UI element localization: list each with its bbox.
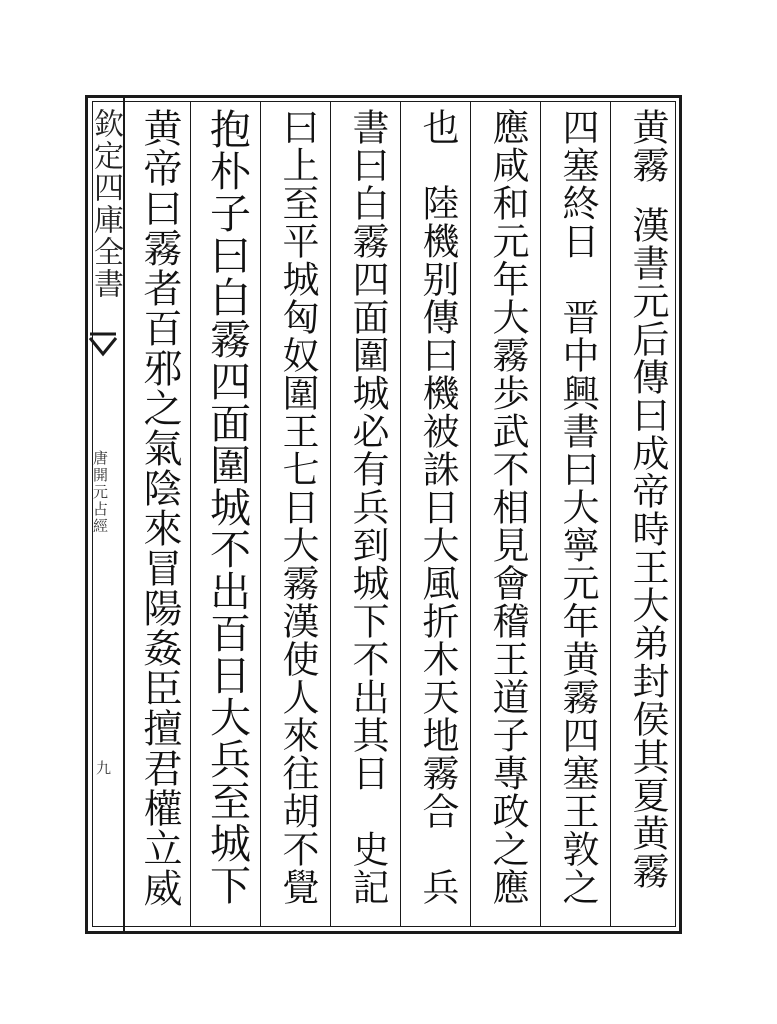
column-text: 書曰白霧四面圍城必有兵到城下不出其日 史記 [346,108,389,906]
text-column-1 [616,108,678,890]
column-rule [540,101,541,927]
fishtail-mark-icon [88,332,118,362]
section-heading: 黄霧 [626,108,669,184]
text-column-7 [196,108,258,906]
column-rule [400,101,401,927]
column-text: 黄帝曰霧者百邪之氣陰來冒陽姦臣擅君權立威 [137,108,182,908]
text-column-2 [546,108,608,906]
column-rule [190,101,191,927]
book-title: 唐開元占經 [91,450,109,535]
text-column-8 [128,108,190,908]
column-text: 應咸和元年大霧歩武不相見會稽王道子專政之應 [486,108,529,906]
column-rule [330,101,331,927]
column-rule [470,101,471,927]
text-column-3 [476,108,538,906]
column-text: 抱朴子曰白霧四面圍城不出百日大兵至城下 [203,108,251,906]
text-column-4 [406,108,468,906]
column-rule [260,101,261,927]
text-column-5 [336,108,398,906]
column-text: 漢書元后傳曰成帝時王大弟封侯其夏黄霧 [626,206,669,890]
column-text: 也 陸機别傳曰機被誅日大風折木天地霧合 兵 [416,108,459,906]
series-title: 欽定四庫全書 [88,108,123,300]
column-text: 曰上至平城匈奴圍王七日大霧漢使人來往胡不覺 [276,108,319,906]
text-column-6 [266,108,328,906]
column-text: 四塞終日 晋中興書曰大寧元年黄霧四塞王敦之 [556,108,599,906]
column-rule [610,101,611,927]
page-number: 九 [94,760,112,775]
